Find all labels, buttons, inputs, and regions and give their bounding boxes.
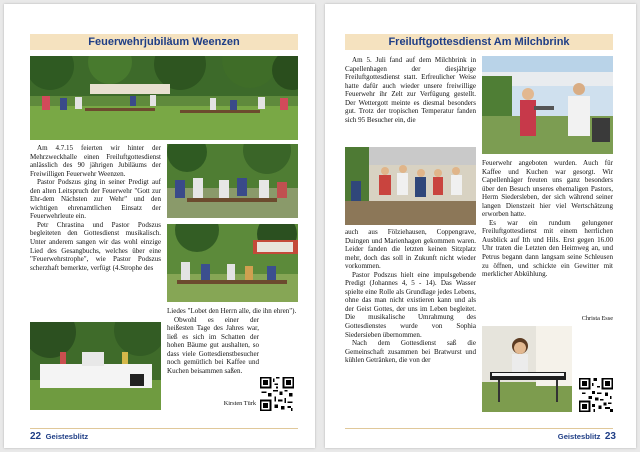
author-credit: Christa Esse [581,315,613,322]
qr-code [260,377,294,411]
paragraph: Petr Chrastina und Pastor Podszus begleiteten den Gottesdienst musikalisch. Unter anderem sangen wir das wohl einzige Lied des Gesangbuchs, welches über eine "Feuerwehrstrophe", wie Pastor Podszus scherzhaft bemerkte, verfügt (4.Strophe des [30,220,161,272]
page-number: 22 [30,431,42,442]
paragraph: Pastor Podszus ging in seiner Predigt auf den alten Leitspruch der Feuerwehr "Gott zur Ehr-dem Nächsten zur Wehr" und den wichtigen ehrenamtlichen Einsatz der Feuerwehrleute ein. [30,178,161,221]
paragraph: Pastor Podszus hielt eine impulsgebende Predigt (Johannes 4, 5 - 14). Das Wasser spielte eine Rolle als Grundlage jedes Lebens, ohne das man nicht existieren kann und als der Geist Gottes, der uns im Leben begleitet. Die musikalische Umrahmung des Gottesdienstes wurde von Sophia Siedersieben übernommen. [345,270,476,339]
photo-keyboard-player [482,326,572,412]
photo-guests-at-tables [167,144,298,218]
left-footer [30,426,88,444]
right-article-text-continued [345,228,476,412]
left-page-title: Feuerwehrjubiläum Weenzen [30,34,298,50]
magazine-name: Geistesblitz [45,432,89,441]
right-article-text-col2 [482,159,613,315]
photo-pastor-lectern [482,56,613,154]
photo-congregation-garden [30,56,298,140]
right-page [325,4,636,448]
photo-field-altar [30,322,161,410]
paragraph: Feuerwehr angeboten wurden. Auch für Kaffee und Kuchen war gesorgt. Wir Capellenhäger freuten uns ganz besonders über den Besuch unseres ehemaligen Pastors, Herm Siedersleben, der sich während seiner langen Dienstzeit hier viel Wertschätzung erworben hatte. [482,159,613,219]
right-footer [558,426,616,444]
paragraph: Es war ein rundum gelungener Freiluftgottesdienst mit einem herrlichen Ausblick auf Ith und Hils. Erst gegen 16.00 Uhr traten die Letzten den Heimweg an, und Petrus begann dann langsam seine Schleusen zu öffnen, und schickte ein Gewitter mit merklicher Abkühlung. [482,218,613,279]
paragraph: auch aus Fölziehausen, Coppengrave, Duingen und Marienhagen gekommen waren. Leider fanden die letzten keinen Sitzplatz mehr, doch das soll in Zukunft nicht wieder vorkommen. [345,228,476,271]
paragraph: Obwohl es einer der heißesten Tage des Jahres war, ließ es sich im Schatten der hohen Bäume gut aushalten, so dass viele Gottesdienstbesucher noch gemütlich bei Kaffee und Kuchen beisammen saßen. [167,315,259,375]
paragraph: Liedes "Lobet den Herrn alle, die ihn ehren"). [167,307,297,315]
paragraph: Am 5. Juli fand auf dem Milchbrink in Capellenhagen der diesjährige Freiluftgottesdienst statt. Erfreulicher Weise hatte dafür auch wieder unsere freiwillige Feuerwehr ihr Zelt zur Verfügung gestellt. Der Wettergott meinte es diesmal besonders gut. Trotz der tropischen Temperatur fanden sich 95 Besucher ein, die [345,56,476,124]
left-article-text [30,144,161,317]
paragraph: Nach dem Gottesdienst saß die Gemeinschaft zusammen bei Bratwurst und kühlen Getränken, die von der [345,339,476,365]
right-article-text [345,56,476,143]
paragraph: Am 4.7.15 feierten wir hinter der Mehrzweckhalle einen Freiluftgottesdienst anlässlich des 90 jährigen Jubiläums der Freiwilligen Feuerwehr Weenzen. [30,144,161,178]
magazine-name: Geistesblitz [557,432,601,441]
author-credit: Kirsten Türk [223,400,256,407]
left-page [4,4,315,448]
qr-code [579,378,613,412]
page-number: 23 [604,431,616,442]
photo-tent-audience [345,147,476,225]
right-page-title: Freiluftgottesdienst Am Milchbrink [345,34,613,50]
photo-coffee-tables [167,224,298,302]
